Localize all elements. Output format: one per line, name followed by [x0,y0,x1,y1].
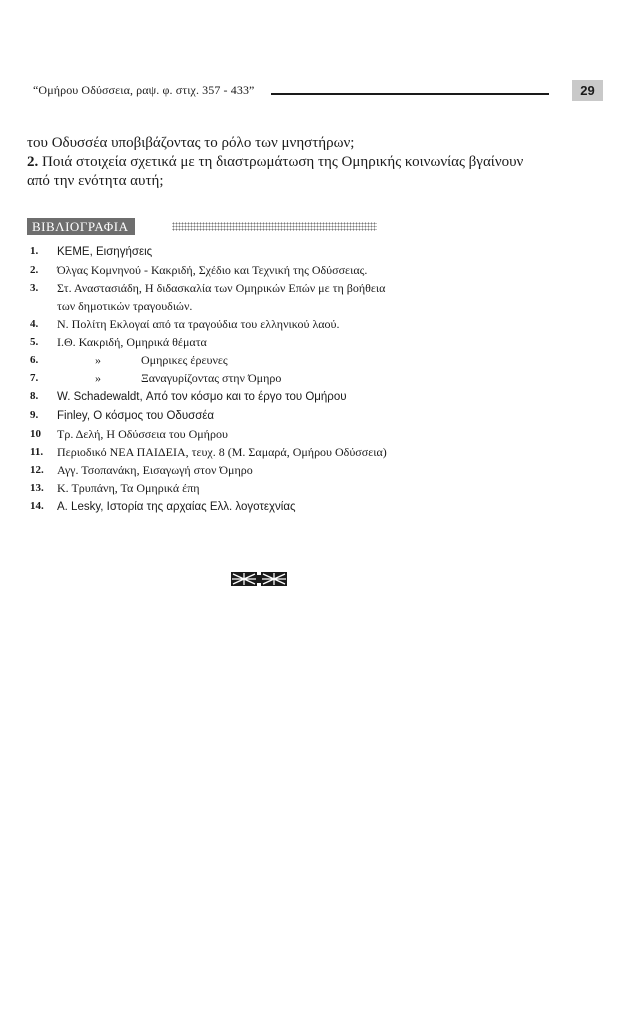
question-2-continuation: από την ενότητα αυτή; [27,173,164,189]
question-2-text: Ποιά στοιχεία σχετικά με τη διαστρωμάτωση της Ομηρικής κοινωνίας βγαίνουν [42,154,524,170]
list-item: 3. Στ. Αναστασιάδη, Η διδασκαλία των Ομηρικών Επών με τη βοήθεια [30,281,386,295]
list-item: 13. Κ. Τρυπάνη, Τα Ομηρικά έπη [30,481,200,495]
list-item-continuation: των δημοτικών τραγουδιών. [57,299,193,313]
question-2-number: 2. [27,154,39,170]
decorative-ornament-icon [231,572,287,586]
list-item: 12. Αγγ. Τσοπανάκη, Εισαγωγή στον Όμηρο [30,463,253,477]
ditto-mark: » [95,353,101,367]
list-item: 7. » Ξαναγυρίζοντας στην Όμηρο [30,371,282,385]
header-rule [271,93,549,95]
list-item: 8. W. Schadewaldt, Από τον κόσμο και το έργο του Ομήρου [30,390,347,403]
running-title: “Ομήρου Οδύσσεια, ραψ. φ. στιχ. 357 - 433” [33,83,255,97]
question-1-continuation: του Οδυσσέα υποβιβάζοντας το ρόλο των μνηστήρων; [27,135,355,151]
list-item: 11. Περιοδικό ΝΕΑ ΠΑΙΔΕΙΑ, τευχ. 8 (Μ. Σαμαρά, Ομήρου Οδύσσεια) [30,445,387,459]
list-item: 14. A. Lesky, Ιστορία της αρχαίας Ελλ. λογοτεχνίας [30,500,296,513]
list-item: 2. Όλγας Κομνηνού - Κακριδή, Σχέδιο και Τεχνική της Οδύσσειας. [30,263,368,277]
list-item: 9. Finley, Ο κόσμος του Οδυσσέα [30,409,215,422]
list-item: 4. Ν. Πολίτη Εκλογαί από τα τραγούδια του ελληνικού λαού. [30,317,340,331]
list-item: 6. » Ομηρικες έρευνες [30,353,228,367]
dotted-pattern-bar [172,222,377,231]
bibliography-heading [27,218,377,235]
page-header [33,80,595,104]
body-text [27,134,587,191]
ditto-mark: » [95,371,101,385]
bibliography-list [30,242,387,516]
list-item: 10 Τρ. Δελή, Η Οδύσσεια του Ομήρου [30,427,228,441]
list-item: 1. ΚΕΜΕ, Εισηγήσεις [30,245,153,258]
question-2 [27,153,587,172]
page-number: 29 [572,80,603,101]
bibliography-label: ΒΙΒΛΙΟΓΡΑΦΙΑ [27,218,135,235]
list-item: 5. Ι.Θ. Κακριδή, Ομηρικά θέματα [30,335,207,349]
